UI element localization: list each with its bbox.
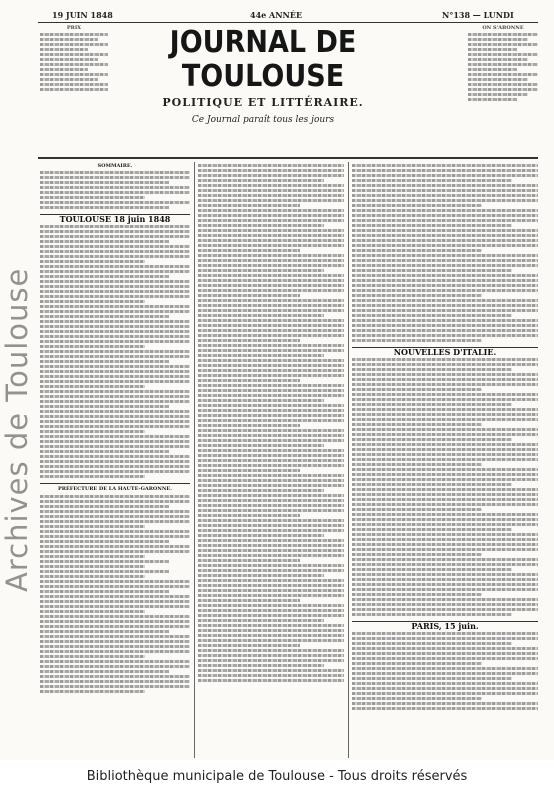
masthead xyxy=(108,26,418,125)
issue-date: 19 JUIN 1848 xyxy=(52,10,113,20)
sommaire-heading: SOMMAIRE. xyxy=(97,163,133,169)
issue-year: 44e ANNÉE xyxy=(250,10,303,20)
footer-watermark: Bibliothèque municipale de Toulouse - Tous droits réservés xyxy=(86,769,468,784)
column-divider-1 xyxy=(194,162,195,758)
column-1 xyxy=(40,162,190,758)
top-rule xyxy=(38,22,538,23)
column-divider-2 xyxy=(348,162,349,758)
price-heading: PRIX xyxy=(66,25,82,31)
prefecture-text xyxy=(40,495,190,693)
price-box xyxy=(40,26,108,93)
column-2-text xyxy=(198,164,344,682)
column-3 xyxy=(352,162,538,758)
masthead-rule xyxy=(38,157,538,159)
toulouse-heading: TOULOUSE 18 juin 1848 xyxy=(59,214,171,224)
issue-number: N°138 — LUNDI xyxy=(442,10,514,20)
column-3-top-text xyxy=(352,164,538,342)
vertical-watermark: Archives de Toulouse xyxy=(0,267,34,593)
nouvelles-heading: NOUVELLES D'ITALIE. xyxy=(393,347,497,357)
prefecture-heading: PRÉFECTURE DE LA HAUTE-GARONNE. xyxy=(58,486,172,492)
subscription-heading: ON S'ABONNE xyxy=(482,25,524,31)
footer-band xyxy=(0,760,554,800)
paris-heading: PARIS, 15 juin. xyxy=(411,621,479,631)
nouvelles-text xyxy=(352,358,538,616)
journal-title: JOURNAL DE TOULOUSE xyxy=(169,25,357,94)
toulouse-text xyxy=(40,225,190,478)
subscription-box xyxy=(468,26,538,103)
column-2 xyxy=(198,162,344,758)
journal-tagline: Ce Journal paraît tous les jours xyxy=(191,115,335,125)
issue-line xyxy=(38,10,538,21)
paris-text xyxy=(352,632,538,710)
journal-subtitle: POLITIQUE ET LITTÉRAIRE. xyxy=(162,96,364,109)
sommaire-text xyxy=(40,171,190,209)
